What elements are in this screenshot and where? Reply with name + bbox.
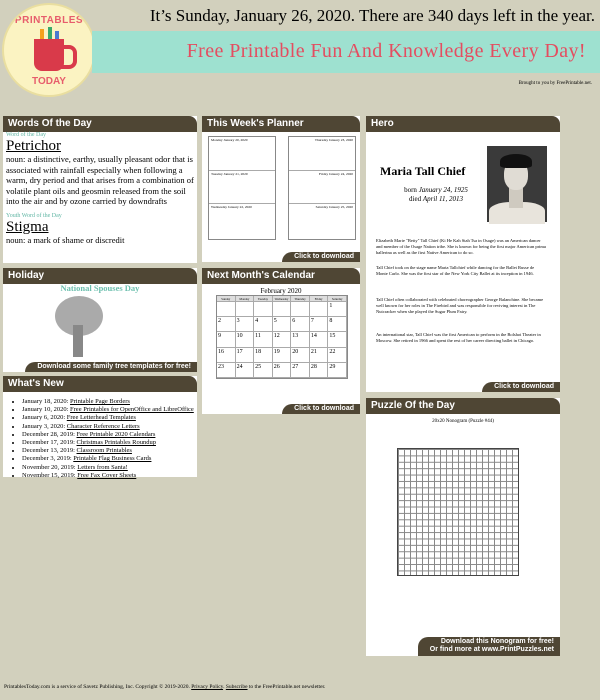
calendar-cell xyxy=(236,302,255,317)
news-item xyxy=(22,431,208,439)
calendar-cell: 24 xyxy=(236,363,255,378)
calendar-cell: 10 xyxy=(236,332,255,347)
calendar-cell xyxy=(310,302,329,317)
calendar-cell: 5 xyxy=(273,317,292,332)
died-date: April 11, 2013 xyxy=(422,195,463,203)
calendar-cell: 25 xyxy=(254,363,273,378)
calendar-cell xyxy=(254,302,273,317)
youth-word-definition: noun: a mark of shame or discredit xyxy=(6,234,125,245)
tagline-text: Free Printable Fun And Knowledge Every Day! xyxy=(186,40,586,62)
calendar-cell: 7 xyxy=(310,317,329,332)
news-date: December 13, 2019: xyxy=(22,447,77,455)
news-list xyxy=(7,398,208,480)
privacy-policy-link[interactable]: Privacy Policy xyxy=(191,684,224,690)
calendar-cell: 17 xyxy=(236,348,255,363)
calendar-cell: 21 xyxy=(310,348,329,363)
calendar-cell: 8 xyxy=(328,317,347,332)
planner-download-button[interactable]: Click to download xyxy=(282,252,360,262)
calendar-cell: 14 xyxy=(310,332,329,347)
calendar-cell: 19 xyxy=(273,348,292,363)
logo-bottom-text: TODAY xyxy=(32,76,66,87)
panel-header: Holiday xyxy=(3,268,197,284)
calendar-cell xyxy=(273,302,292,317)
news-item xyxy=(22,447,208,455)
calendar-grid xyxy=(216,295,348,379)
calendar-day-header: Friday xyxy=(310,296,329,302)
news-item xyxy=(22,439,208,447)
news-item xyxy=(22,472,208,480)
calendar-cell: 15 xyxy=(328,332,347,347)
born-date: January 24, 1925 xyxy=(418,186,468,194)
panel-header: Next Month's Calendar xyxy=(202,268,360,284)
nonogram-grid xyxy=(397,448,519,576)
planner-left-column xyxy=(208,136,276,240)
panel-header: What's New xyxy=(3,376,197,392)
hero-dates xyxy=(386,186,486,204)
planner-day: Wednesday January 22, 2020 xyxy=(211,205,252,210)
news-item xyxy=(22,455,208,463)
footer-copyright: PrintablesToday.com is a service of Savetz Publishing, Inc. Copyright © 2019-2020. xyxy=(4,684,190,690)
calendar-cell: 28 xyxy=(310,363,329,378)
calendar-day-header: Saturday xyxy=(328,296,347,302)
news-date: December 28, 2019: xyxy=(22,430,77,438)
news-link[interactable]: Letters from Santa! xyxy=(77,463,128,471)
panel-header: Hero xyxy=(366,116,560,132)
puzzle-download-line1: Download this Nonogram for free! xyxy=(440,638,554,645)
calendar-cell: 9 xyxy=(217,332,236,347)
youth-word-link[interactable]: Stigma xyxy=(6,218,49,235)
hero-name: Maria Tall Chief xyxy=(380,164,466,178)
calendar-cell: 29 xyxy=(328,363,347,378)
news-item xyxy=(22,406,208,414)
planner-day: Tuesday January 21, 2020 xyxy=(209,171,275,205)
portrait-neck xyxy=(509,188,523,208)
holiday-title: National Spouses Day xyxy=(60,283,140,293)
news-link[interactable]: Free Letterhead Templates xyxy=(66,414,136,422)
born-label: born xyxy=(404,186,417,194)
family-tree-image[interactable] xyxy=(51,290,106,360)
news-link[interactable]: Character Reference Letters xyxy=(66,422,140,430)
site-logo[interactable] xyxy=(2,3,96,97)
footer xyxy=(4,684,325,690)
tree-trunk xyxy=(73,325,83,357)
planner-day: Saturday January 25, 2020 xyxy=(315,205,353,210)
news-link[interactable]: Free Printable 2020 Calendars xyxy=(76,430,156,438)
calendar-cell xyxy=(217,302,236,317)
calendar-cell: 23 xyxy=(217,363,236,378)
hero-paragraph: Elizabeth Marie "Betty" Tall Chief (Ki He Kah Stah Tsa in Osage) was an American dancer and member of the Osage Nation tribe. She is known for being the first major American prima ballerina as well as the first Native American to do so. xyxy=(376,238,546,255)
news-link[interactable]: Free Fax Cover Sheets xyxy=(77,471,137,479)
word-of-day-label: Word of the Day xyxy=(6,132,47,138)
news-item xyxy=(22,414,208,422)
news-link[interactable]: Free Printables for OpenOffice and LibreOffice xyxy=(70,406,194,414)
youth-word-label: Youth Word of the Day xyxy=(6,212,62,219)
hero-portrait-photo xyxy=(487,146,547,222)
footer-separator: . xyxy=(223,684,225,690)
hero-paragraph: Tall Chief often collaborated with celebrated choreographer George Balanchine. She became well known for her roles in The Firebird and was responsible for reviving interest in The Nutcracker when she played the Sugar Plum Fairy. xyxy=(376,297,544,314)
holiday-download-button[interactable]: Download some family tree templates for free! xyxy=(25,362,197,372)
subscribe-link[interactable]: Subscribe xyxy=(225,684,248,690)
calendar-cell: 1 xyxy=(328,302,347,317)
calendar-cell: 13 xyxy=(291,332,310,347)
tagline-banner xyxy=(92,31,600,73)
planner-right-column xyxy=(288,136,356,240)
hero-paragraph: Tall Chief took on the stage name Maria Tallchief while dancing for the Ballet Russe de Monte Carlo. She was the first star of the New York City Ballet at its inception in 1946. xyxy=(376,265,535,276)
calendar-cell: 4 xyxy=(254,317,273,332)
puzzle-download-line2: Or find more at www.PrintPuzzles.net xyxy=(429,646,554,653)
news-link[interactable]: Classroom Printables xyxy=(76,447,132,455)
calendar-day-header: Tuesday xyxy=(254,296,273,302)
news-item xyxy=(22,423,208,431)
brought-by-text: Brought to you by FreePrintable.net. xyxy=(518,81,592,86)
panel-header: Words Of the Day xyxy=(3,116,197,132)
calendar-day-header: Wednesday xyxy=(273,296,292,302)
news-date: January 3, 2020: xyxy=(22,422,67,430)
mug-icon xyxy=(34,39,64,71)
word-of-day-link[interactable]: Petrichor xyxy=(6,138,61,154)
news-date: January 10, 2020: xyxy=(22,406,71,414)
died-label: died xyxy=(409,195,422,203)
calendar-day-header: Monday xyxy=(236,296,255,302)
news-date: November 20, 2019: xyxy=(22,463,78,471)
planner-day: Friday January 24, 2020 xyxy=(289,171,355,205)
words-panel xyxy=(3,116,197,263)
hero-panel[interactable] xyxy=(366,116,560,392)
calendar-cell: 20 xyxy=(291,348,310,363)
footer-newsletter-text: to the FreePrintable.net newsletter. xyxy=(247,684,326,690)
calendar-cell: 22 xyxy=(328,348,347,363)
calendar-cell xyxy=(291,302,310,317)
planner-panel[interactable] xyxy=(202,116,360,262)
puzzle-download-button[interactable] xyxy=(418,637,560,656)
news-date: November 15, 2019: xyxy=(22,471,78,479)
holiday-panel xyxy=(3,268,197,372)
calendar-cell: 6 xyxy=(291,317,310,332)
calendar-day-header: Thursday xyxy=(291,296,310,302)
news-link[interactable]: Printable Flag Business Cards xyxy=(73,455,152,463)
calendar-cell: 18 xyxy=(254,348,273,363)
mug-handle-icon xyxy=(61,45,77,69)
portrait-hair xyxy=(500,154,532,168)
puzzle-panel[interactable] xyxy=(366,398,560,656)
calendar-cell: 12 xyxy=(273,332,292,347)
news-item xyxy=(22,398,208,406)
calendar-cell: 27 xyxy=(291,363,310,378)
panel-header: This Week's Planner xyxy=(202,116,360,132)
news-link[interactable]: Christmas Printables Roundup xyxy=(76,439,156,447)
news-date: December 3, 2019: xyxy=(22,455,74,463)
calendar-day-header: Sunday xyxy=(217,296,236,302)
calendar-cell: 11 xyxy=(254,332,273,347)
planner-day: Thursday January 23, 2020 xyxy=(289,137,355,171)
calendar-panel[interactable] xyxy=(202,268,360,414)
hero-download-button[interactable]: Click to download xyxy=(482,382,560,392)
logo-top-text: PRINTABLES xyxy=(14,15,84,26)
hero-paragraph: An international star, Tall Chief was the first American to perform in the Bolshoi Theater in Moscow. She retired in 1966 and spent the rest of her career directing ballet in Chicago. xyxy=(376,332,541,343)
calendar-month-title: February 2020 xyxy=(260,287,302,295)
news-date: January 6, 2020: xyxy=(22,414,67,422)
calendar-cell: 26 xyxy=(273,363,292,378)
puzzle-title: 20x20 Nonogram (Puzzle #44) xyxy=(432,419,494,424)
planner-day: Monday January 20, 2020 xyxy=(209,137,275,171)
date-line: It’s Sunday, January 26, 2020. There are 340 days left in the year. xyxy=(149,6,595,25)
calendar-cell: 3 xyxy=(236,317,255,332)
panel-header: Puzzle Of the Day xyxy=(366,398,560,414)
calendar-download-button[interactable]: Click to download xyxy=(282,404,360,414)
news-link[interactable]: Printable Page Borders xyxy=(70,398,130,405)
word-definition: noun: a distinctive, earthy, usually pleasant odor that is associated with rainfall especially when following a warm, dry period and that arises from a combination of volatile plant oils and geosmin released from the soil into the air and by ozone carried by downdrafts xyxy=(6,154,194,206)
calendar-cell: 16 xyxy=(217,348,236,363)
calendar-cell: 2 xyxy=(217,317,236,332)
news-item xyxy=(22,464,208,472)
whats-new-panel xyxy=(3,376,197,477)
news-date: December 17, 2019: xyxy=(22,439,77,447)
news-date: January 18, 2020: xyxy=(22,398,71,405)
